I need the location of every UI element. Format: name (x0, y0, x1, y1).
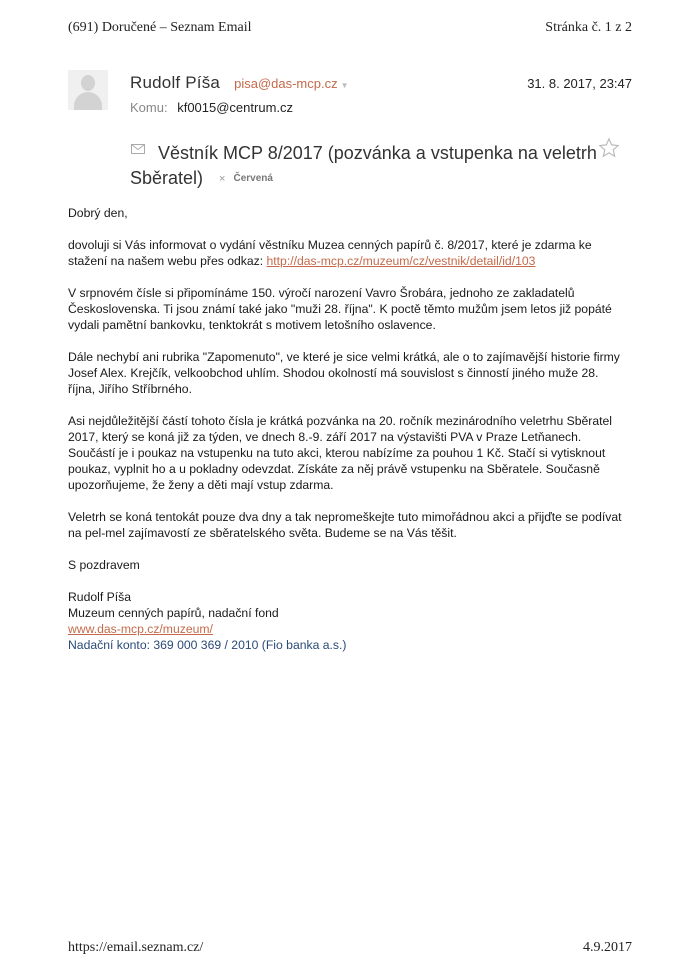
paragraph-5: Veletrh se koná tentokát pouze dva dny a tak nepromeškejte tuto mimořádnou akci a přijďte se podívat na pel-mel zajímavostí ze sběratelského světa. Budeme se na Vás těšit. (68, 510, 622, 540)
paragraph-2: V srpnovém čísle si připomínáme 150. výročí narození Vavro Šrobára, jednoho ze zakladatelů Československa. Ti jsou známí také jako "muži 28. října". K poctě těmto mužům jsem letos již popáté vydali pamětní bankovku, tenktokrát s motivem letošního oslavence. (68, 286, 612, 332)
print-header (68, 20, 632, 36)
paragraph-4: Asi nejdůležitější částí tohoto čísla je krátká pozvánka na 20. ročník mezinárodního veletrhu Sběratel 2017, který se koná již za týden, ve dnech 8.-9. září 2017 na výstavišti PVA v Praze Letňanech. Součástí je i poukaz na vstupenku na tuto akci, kterou nabízíme za pouhou 1 Kč. Stačí si vytisknout poukaz, vyplnit ho a u pokladny odevzdat. Získáte za něj právě vstupenku na Sběratele. Současně upozorňujeme, že ženy a děti mají vstup zdarma. (68, 414, 612, 492)
email-body (68, 205, 628, 653)
paragraph-3: Dále nechybí ani rubrika "Zapomenuto", ve které je sice velmi krátká, ale o to zajímavější historie firmy Josef Alex. Krejčík, velkoobchod uhlím. Shodou okolností má souvislost s činností jiného muže 28. října, Jiřího Stříbrného. (68, 350, 620, 396)
print-header-title: (691) Doručené – Seznam Email (68, 20, 252, 35)
print-footer-date: 4.9.2017 (583, 940, 632, 955)
avatar-body (74, 92, 102, 110)
label-tag[interactable]: Červená (233, 173, 273, 184)
recipient-email[interactable]: kf0015@centrum.cz (177, 100, 294, 115)
sender-email[interactable]: pisa@das-mcp.cz (234, 76, 338, 91)
signature-account: Nadační konto: 369 000 369 / 2010 (Fio banka a.s.) (68, 638, 347, 652)
subject-continuation (130, 168, 273, 189)
sender-name[interactable]: Rudolf Píša (130, 73, 221, 92)
signature-web-link[interactable]: www.das-mcp.cz/muzeum/ (68, 622, 213, 636)
sender-row (130, 73, 349, 93)
signature-org: Muzeum cenných papírů, nadační fond (68, 606, 279, 620)
greeting: Dobrý den, (68, 206, 128, 220)
print-header-page: Stránka č. 1 z 2 (545, 20, 632, 35)
caret-down-icon[interactable]: ▼ (340, 81, 349, 90)
to-label: Komu: (130, 100, 168, 115)
signature-name: Rudolf Píša (68, 590, 132, 604)
email-subject: Věstník MCP 8/2017 (pozvánka a vstupenka na veletrh (158, 143, 597, 163)
signature (68, 589, 628, 653)
envelope-icon (131, 144, 145, 154)
star-icon[interactable] (598, 137, 620, 159)
print-footer-url: https://email.seznam.cz/ (68, 940, 204, 955)
closing: S pozdravem (68, 558, 140, 572)
sender-avatar (68, 70, 108, 110)
bulletin-link[interactable]: http://das-mcp.cz/muzeum/cz/vestnik/detail/id/103 (266, 254, 536, 268)
remove-tag-button[interactable]: × (219, 172, 226, 185)
email-date: 31. 8. 2017, 23:47 (527, 76, 632, 91)
avatar-head (81, 75, 95, 91)
recipient-row (130, 100, 293, 115)
paragraph-1: dovoluji si Vás informovat o vydání věstníku Muzea cenných papírů č. 8/2017, které je zdarma ke stažení na našem webu přes odkaz: http://das-mcp.cz/muzeum/cz/vestnik/detail/id/103 (68, 238, 592, 268)
print-footer (68, 940, 632, 956)
email-subject-end: Sběratel) (130, 168, 204, 188)
